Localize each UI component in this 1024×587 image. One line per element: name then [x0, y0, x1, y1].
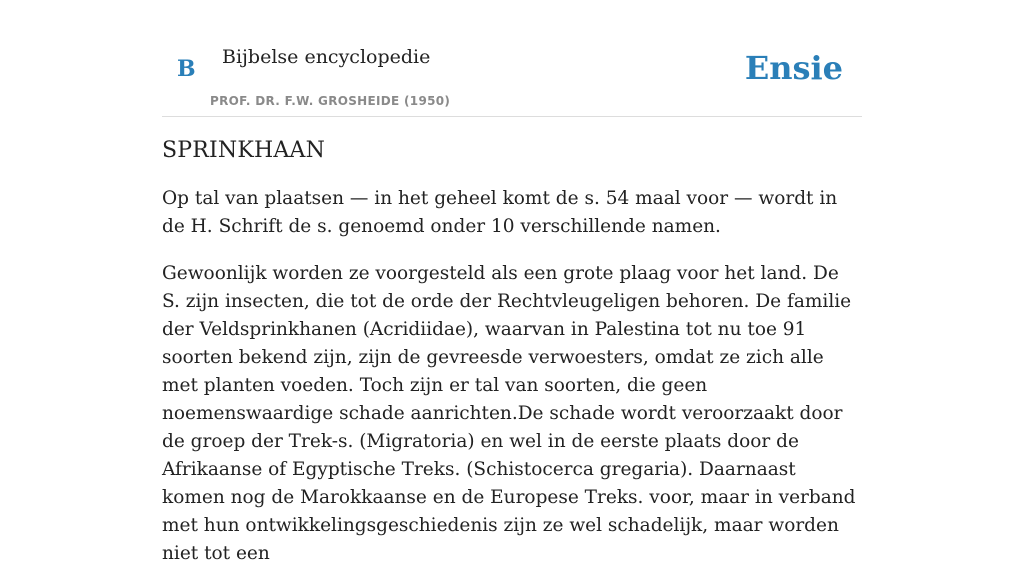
article-content [162, 138, 862, 587]
article-paragraph: Gewoonlijk worden ze voorgesteld als een grote plaag voor het land. De S. zijn insecten, die tot de orde der Rechtvleugeligen behoren. De familie der Veldsprinkhanen (Acridiidae), waarvan in Palestina tot nu toe 91 soorten bekend zijn, zijn de gevreesde verwoesters, omdat ze zich alle met planten voeden. Toch zijn er tal van soorten, die geen noemenswaardige schade aanrichten.De schade wordt veroorzaakt door de groep der Trek-s. (Migratoria) en wel in de eerste plaats door de Afrikaanse of Egyptische Treks. (Schistocerca gregaria). Daarnaast komen nog de Marokkaanse en de Europese Treks. voor, maar in verband met hun ontwikkelingsgeschiedenis zijn ze wel schadelijk, maar worden niet tot een [162, 263, 856, 564]
book-logo-icon[interactable]: B [177, 56, 196, 82]
book-title-link[interactable]: Bijbelse encyclopedie [222, 46, 431, 68]
brand-logo-link[interactable]: Ensie [744, 49, 843, 87]
article-paragraph: Op tal van plaatsen — in het geheel komt de s. 54 maal voor — wordt in de H. Schrift de s. genoemd onder 10 verschillende namen. [162, 188, 838, 237]
header [162, 0, 862, 117]
article-headword: SPRINKHAAN [162, 138, 326, 163]
author-label: PROF. DR. F.W. GROSHEIDE (1950) [210, 94, 451, 108]
